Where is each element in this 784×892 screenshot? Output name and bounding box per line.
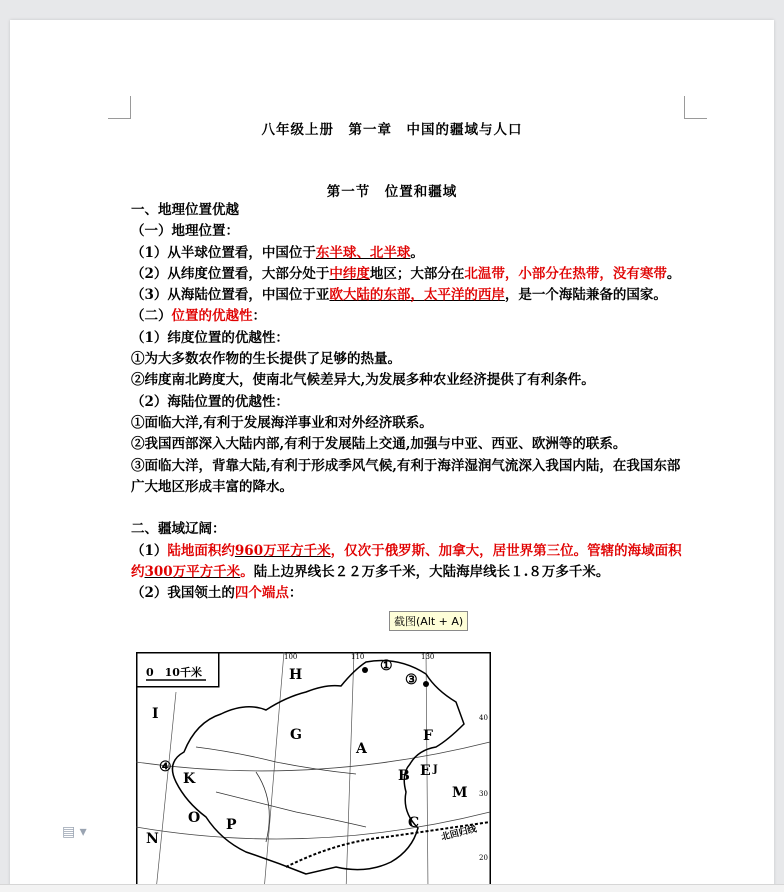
latitude-advantage-1: ①为大多数农作物的生长提供了足够的热量。 [131, 351, 401, 368]
map-letter: G [290, 727, 302, 743]
paragraph-land-sea: （3）从海陆位置看，中国位于亚欧大陆的东部，太平洋的西岸，是一个海陆兼备的国家。 [131, 287, 667, 304]
paragraph-latitude: （2）从纬度位置看，大部分处于中纬度地区；大部分在北温带，小部分在热带，没有寒带。 [131, 265, 681, 282]
map-letter: E [420, 763, 431, 779]
map-marker: ① [380, 658, 393, 674]
map-scale-label: 0 10千米 [146, 666, 202, 679]
map-letter: M [452, 785, 468, 801]
china-map-figure [136, 652, 491, 891]
map-letter: O [188, 810, 201, 826]
map-lat-label: 30 [479, 790, 488, 798]
answer-eurasia-pacific: 欧大陆的东部，太平洋的西岸 [329, 287, 505, 304]
paragraph-extreme-points: （2）我国领土的四个端点： [131, 585, 303, 602]
map-letter: J [433, 764, 438, 775]
subheading-location: （一）地理位置： [131, 223, 239, 240]
answer-mid-latitude: 中纬度 [329, 265, 370, 282]
map-letter: H [289, 667, 303, 683]
subheading-advantages: （二）位置的优越性： [131, 308, 266, 325]
page-corner-mark-top-left [108, 96, 131, 119]
heading-territory: 二、疆域辽阔： [131, 521, 226, 538]
map-letter: A [356, 741, 367, 757]
sea-advantage-1: ①面临大洋,有利于发展海洋事业和对外经济联系。 [131, 414, 433, 431]
map-letter: I [152, 706, 159, 722]
map-lon-label: 100 [284, 653, 298, 661]
answer-temperate-zone: 北温带，小部分在热带，没有寒带 [464, 265, 667, 282]
sea-advantage-heading: （2）海陆位置的优越性： [131, 393, 289, 410]
map-letter: P [226, 817, 237, 833]
page-corner-mark-top-right [684, 96, 707, 119]
map-letter: N [146, 831, 159, 847]
screenshot-tooltip: 截图(Alt + A) [389, 611, 468, 631]
latitude-advantage-2: ②纬度南北跨度大，使南北气候差异大,为发展多种农业经济提供了有利条件。 [131, 372, 595, 389]
map-marker: ③ [405, 672, 418, 688]
map-marker: ④ [159, 759, 172, 775]
answer-hemisphere: 东半球、北半球 [315, 244, 411, 261]
map-point [362, 667, 368, 673]
map-lat-label: 20 [479, 854, 488, 862]
answer-four-points: 四个端点 [234, 585, 289, 602]
sea-advantage-3: ③面临大洋，背靠大陆,有利于形成季风气候,有利于海洋湿润气流深入我国内陆，在我国东部广大地区形成丰富的降水。 [131, 457, 681, 495]
map-lon-label: 110 [351, 653, 365, 661]
map-letter: C [408, 815, 420, 831]
paragraph-area: （1）陆地面积约960万平方千米，仅次于俄罗斯、加拿大，居世界第三位。管辖的海域面积约300万平方千米。陆上边界线长２２万多千米，大陆海岸线长１.８万多千米。 [131, 542, 682, 581]
map-lon-label: 130 [421, 653, 435, 661]
answer-sea-area: 300万平方千米 [144, 564, 241, 581]
document-title: 八年级上册 第一章 中国的疆域与人口 [261, 122, 523, 138]
answer-land-area: 960万平方千米 [234, 542, 331, 559]
tropic-label: 北回归线 [440, 824, 478, 843]
document-icon[interactable]: ▤ ▾ [62, 824, 87, 840]
map-letter: B [398, 768, 410, 784]
map-letter: F [423, 728, 433, 744]
map-lat-label: 40 [479, 714, 488, 722]
paragraph-hemisphere: （1）从半球位置看，中国位于东半球、北半球。 [131, 244, 424, 261]
map-point [423, 681, 429, 687]
sea-advantage-2: ②我国西部深入大陆内部,有利于发展陆上交通,加强与中亚、西亚、欧洲等的联系。 [131, 436, 627, 453]
latitude-advantage-heading: （1）纬度位置的优越性： [131, 329, 289, 346]
map-letter: K [183, 771, 196, 787]
document-body [131, 200, 689, 605]
heading-location: 一、地理位置优越 [131, 202, 239, 218]
section-title: 第一节 位置和疆域 [326, 184, 458, 200]
